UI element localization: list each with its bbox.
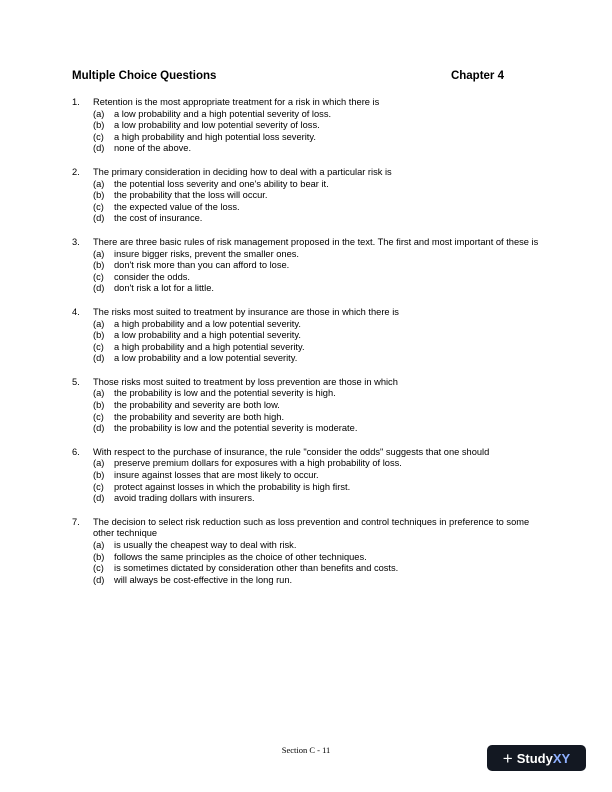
- option-a: [72, 249, 542, 261]
- option-letter: (c): [93, 411, 104, 422]
- option-letter: (a): [93, 108, 105, 119]
- option-letter: (a): [93, 318, 105, 329]
- option-b: [72, 260, 542, 272]
- option-letter: (b): [93, 260, 105, 271]
- option-letter: (b): [93, 551, 105, 562]
- question-text: Those risks most suited to treatment by loss prevention are those in which: [93, 376, 398, 387]
- option-b: [72, 120, 542, 132]
- option-a: [72, 388, 542, 400]
- question-text: Retention is the most appropriate treatment for a risk in which there is: [93, 97, 380, 107]
- option-text: a low probability and a low potential severity.: [114, 353, 298, 364]
- option-text: the probability is low and the potential severity is moderate.: [114, 423, 358, 434]
- question-text: With respect to the purchase of insurance, the rule "consider the odds" suggests that one should: [93, 446, 490, 457]
- option-letter: (a): [93, 388, 105, 399]
- option-text: a high probability and high potential loss severity.: [114, 131, 316, 142]
- option-letter: (a): [93, 540, 105, 550]
- option-a: [72, 540, 542, 552]
- question-number: 1.: [72, 97, 80, 107]
- option-d: [72, 493, 542, 505]
- question-text: There are three basic rules of risk management proposed in the text. The first and most important of these is: [93, 236, 539, 247]
- option-letter: (c): [93, 563, 104, 574]
- option-text: the expected value of the loss.: [114, 201, 240, 212]
- option-text: protect against losses in which the probability is high first.: [114, 481, 351, 492]
- option-letter: (c): [93, 341, 104, 352]
- option-b: [72, 552, 542, 564]
- option-a: [72, 179, 542, 191]
- option-text: the probability that the loss will occur.: [114, 190, 268, 201]
- question-text: The primary consideration in deciding how to deal with a particular risk is: [93, 166, 392, 177]
- question-text: The decision to select risk reduction such as loss prevention and control techniques in preference to some other technique: [93, 516, 530, 539]
- option-d: [72, 353, 542, 365]
- option-a: [72, 319, 542, 331]
- page-footer: Section C - 11: [281, 745, 331, 755]
- option-text: avoid trading dollars with insurers.: [114, 493, 255, 504]
- option-letter: (b): [93, 470, 105, 481]
- option-letter: (d): [93, 423, 105, 434]
- question-number: 5.: [72, 376, 80, 387]
- option-text: will always be cost-effective in the long run.: [114, 574, 293, 585]
- option-letter: (a): [93, 458, 105, 469]
- page-header: [72, 70, 504, 82]
- option-text: the probability and severity are both low.: [114, 400, 280, 411]
- option-text: don't risk a lot for a little.: [114, 283, 214, 294]
- option-letter: (d): [93, 574, 105, 585]
- option-letter: (b): [93, 400, 105, 411]
- question-number: 3.: [72, 236, 80, 247]
- option-b: [72, 400, 542, 412]
- option-b: [72, 470, 542, 482]
- question-7: [72, 517, 542, 587]
- option-text: consider the odds.: [114, 271, 190, 282]
- option-letter: (b): [93, 330, 105, 341]
- question-text: The risks most suited to treatment by insurance are those in which there is: [93, 306, 399, 317]
- question-4: [72, 307, 542, 365]
- option-text: none of the above.: [114, 143, 192, 154]
- option-text: insure bigger risks, prevent the smaller ones.: [114, 248, 299, 259]
- option-letter: (d): [93, 283, 105, 294]
- option-c: [72, 482, 542, 494]
- option-letter: (a): [93, 178, 105, 189]
- option-d: [72, 213, 542, 225]
- option-letter: (c): [93, 201, 104, 212]
- question-number: 6.: [72, 446, 80, 457]
- option-d: [72, 575, 542, 587]
- option-c: [72, 412, 542, 424]
- option-letter: (c): [93, 481, 104, 492]
- option-c: [72, 563, 542, 575]
- option-c: [72, 342, 542, 354]
- option-text: a low probability and a high potential severity.: [114, 330, 301, 341]
- question-number: 2.: [72, 166, 80, 177]
- option-text: don't risk more than you can afford to lose.: [114, 260, 290, 271]
- option-text: a low probability and low potential severity of loss.: [114, 120, 320, 131]
- question-number: 7.: [72, 516, 80, 527]
- logo-text-xy: XY: [552, 750, 571, 766]
- option-letter: (c): [93, 271, 104, 282]
- option-text: a high probability and a low potential severity.: [114, 318, 301, 329]
- option-d: [72, 423, 542, 435]
- option-d: [72, 283, 542, 295]
- option-a: [72, 109, 542, 121]
- option-text: follows the same principles as the choice of other techniques.: [114, 551, 367, 562]
- option-text: the probability and severity are both high.: [114, 411, 285, 422]
- option-text: preserve premium dollars for exposures with a high probability of loss.: [114, 458, 402, 469]
- option-text: the potential loss severity and one's ability to bear it.: [114, 178, 329, 189]
- option-text: the probability is low and the potential severity is high.: [114, 388, 336, 399]
- option-c: [72, 202, 542, 214]
- option-text: a low probability and a high potential severity of loss.: [114, 108, 332, 119]
- option-text: is usually the cheapest way to deal with risk.: [114, 540, 297, 550]
- logo-text-study: Study: [516, 750, 553, 766]
- option-letter: (b): [93, 120, 105, 131]
- option-letter: (b): [93, 190, 105, 201]
- question-6: [72, 447, 542, 505]
- option-letter: (d): [93, 213, 105, 224]
- question-5: [72, 377, 542, 435]
- question-3: [72, 237, 542, 295]
- question-list: [72, 97, 542, 598]
- option-c: [72, 132, 542, 144]
- option-text: insure against losses that are most likely to occur.: [114, 470, 319, 481]
- option-b: [72, 190, 542, 202]
- question-number: 4.: [72, 306, 80, 317]
- plus-icon: +: [502, 748, 513, 768]
- option-text: a high probability and a high potential severity.: [114, 341, 305, 352]
- option-letter: (d): [93, 493, 105, 504]
- chapter-label: Chapter 4: [450, 70, 504, 82]
- option-a: [72, 458, 542, 470]
- option-letter: (d): [93, 143, 105, 154]
- question-1: [72, 97, 542, 155]
- option-d: [72, 143, 542, 155]
- page-title: Multiple Choice Questions: [72, 70, 217, 82]
- option-text: is sometimes dictated by consideration other than benefits and costs.: [114, 563, 399, 574]
- question-2: [72, 167, 542, 225]
- option-letter: (d): [93, 353, 105, 364]
- option-b: [72, 330, 542, 342]
- option-text: the cost of insurance.: [114, 213, 203, 224]
- option-letter: (c): [93, 131, 104, 142]
- option-c: [72, 272, 542, 284]
- option-letter: (a): [93, 248, 105, 259]
- studyxy-logo[interactable]: [487, 745, 586, 771]
